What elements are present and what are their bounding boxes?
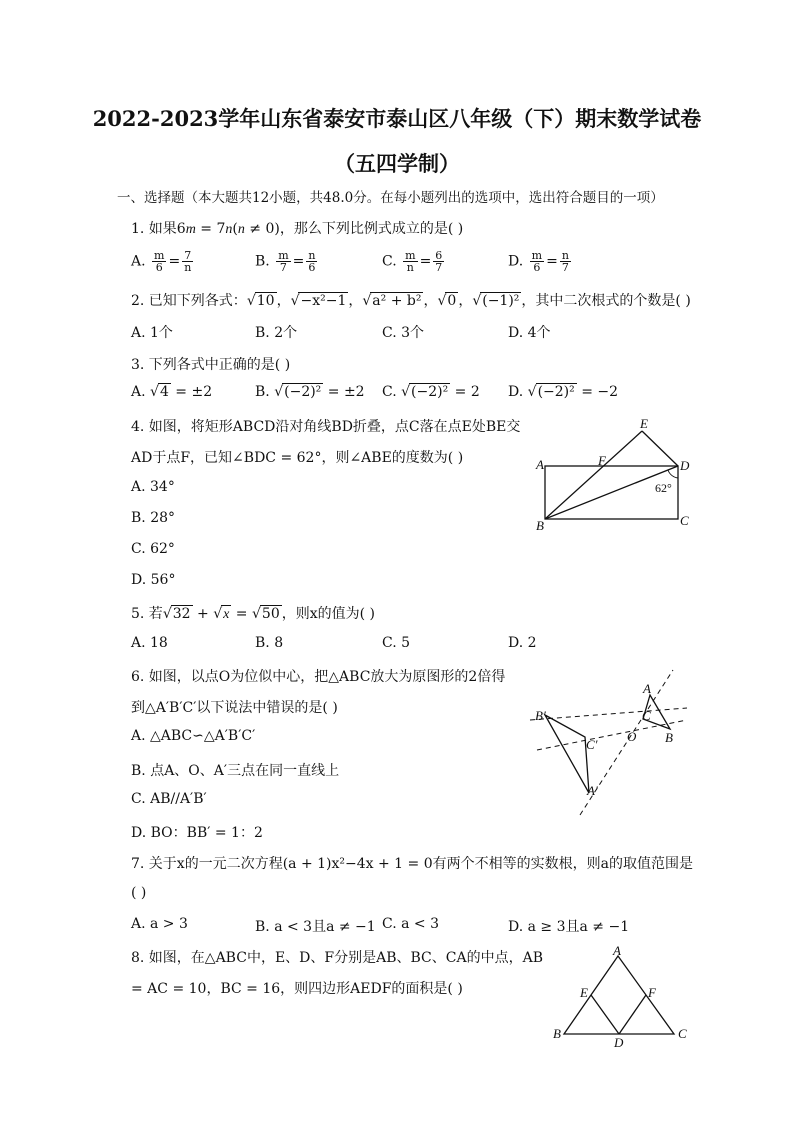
q5-option-c[interactable]: C. 5: [382, 635, 411, 651]
q3-option-b[interactable]: B. √(−2)² = ±2: [255, 384, 365, 400]
q6-option-c[interactable]: C. AB//A′B′: [131, 791, 207, 807]
q7-option-a[interactable]: A. a > 3: [131, 916, 188, 932]
label-c-prime: C′: [586, 737, 598, 752]
q5-option-b[interactable]: B. 8: [255, 635, 284, 651]
question-5-stem: 5. 若√32 + √x = √50 ，则x的值为( ): [131, 606, 376, 622]
q2-option-d[interactable]: D. 4个: [508, 325, 551, 341]
question-1-stem: 1. 如果6m = 7n(n ≠ 0)，那么下列比例式成立的是( ): [131, 221, 464, 237]
segment-be: [545, 431, 642, 519]
q4-option-b[interactable]: B. 28°: [131, 510, 176, 526]
segment-df: [619, 995, 646, 1034]
label-a: A: [536, 457, 544, 472]
q2-option-c[interactable]: C. 3个: [382, 325, 425, 341]
question-4-stem-line1: 4. 如图，将矩形ABCD沿对角线BD折叠，点C落在点E处BE交: [131, 419, 521, 435]
question-7-stem-line1: 7. 关于x的一元二次方程(a + 1)x²−4x + 1 = 0有两个不相等的实数根，则a的取值范围是: [131, 856, 693, 872]
label-d: D: [680, 458, 690, 473]
q1-option-a[interactable]: A. $\frac{m}{6}$ = $\frac{7}{n}$: [131, 249, 192, 274]
label-b: B: [536, 518, 544, 533]
question-3-stem: 3. 下列各式中正确的是( ): [131, 357, 291, 373]
section-heading: 一、选择题（本大题共12小题，共48.0分。在每小题列出的选项中，选出符合题目的一项）: [117, 190, 664, 206]
label-a-prime: A′: [587, 783, 598, 798]
question-8-stem-line2: = AC = 10，BC = 16，则四边形AEDF的面积是( ): [131, 981, 463, 997]
exam-title-line1: 2022-2023学年山东省泰安市泰山区八年级（下）期末数学试卷: [92, 106, 702, 131]
label-b: B: [553, 1026, 561, 1041]
question-6-stem-line1: 6. 如图，以点O为位似中心，把△ABC放大为原图形的2倍得: [131, 669, 506, 685]
question-6-stem-line2: 到△A′B′C′以下说法中错误的是( ): [131, 700, 338, 716]
label-f: F: [598, 453, 606, 468]
label-e: E: [580, 985, 588, 1000]
q1-option-c[interactable]: C. $\frac{m}{n}$ = $\frac{6}{7}$: [382, 249, 443, 274]
label-a: A: [643, 681, 651, 696]
q4-option-a[interactable]: A. 34°: [131, 479, 175, 495]
exam-title-line2: （五四学制）: [334, 151, 460, 176]
label-a: A: [613, 943, 621, 958]
question-7-stem-line2: ( ): [131, 885, 147, 901]
q2-option-b[interactable]: B. 2个: [255, 325, 298, 341]
q6-homothety-figure: [525, 665, 695, 825]
q1-option-d[interactable]: D. $\frac{m}{6}$ = $\frac{n}{7}$: [508, 249, 569, 274]
label-e: E: [640, 416, 648, 431]
angle-arc: [668, 470, 678, 478]
label-c: C: [678, 1026, 687, 1041]
q5-option-d[interactable]: D. 2: [508, 635, 537, 651]
label-b: B: [665, 730, 673, 745]
q7-option-b[interactable]: B. a < 3且a ≠ −1: [255, 919, 376, 935]
q6-option-b[interactable]: B. 点A、O、A′三点在同一直线上: [131, 763, 340, 779]
q3-option-d[interactable]: D. √(−2)² = −2: [508, 384, 619, 400]
label-d: D: [614, 1035, 624, 1050]
q7-option-d[interactable]: D. a ≥ 3且a ≠ −1: [508, 919, 630, 935]
q6-option-a[interactable]: A. △ABC∽△A′B′C′: [131, 728, 256, 744]
q3-option-a[interactable]: A. √4 = ±2: [131, 384, 213, 400]
q3-option-c[interactable]: C. √(−2)² = 2: [382, 384, 480, 400]
q7-option-c[interactable]: C. a < 3: [382, 916, 439, 932]
q4-option-c[interactable]: C. 62°: [131, 541, 175, 557]
q5-option-a[interactable]: A. 18: [131, 635, 168, 651]
label-angle-62: 62°: [655, 481, 672, 495]
label-c: C: [642, 708, 651, 723]
question-2-stem: 2. 已知下列各式：√10 ，√−x²−1 ，√a² + b² ，√0 ，√(−1)² ，其中二次根式的个数是( ): [131, 293, 691, 309]
q4-option-d[interactable]: D. 56°: [131, 572, 176, 588]
q2-option-a[interactable]: A. 1个: [131, 325, 173, 341]
label-b-prime: B′: [535, 708, 546, 723]
question-4-stem-line2: AD于点F，已知∠BDC = 62°，则∠ABE的度数为( ): [131, 450, 464, 466]
segment-ed: [642, 431, 678, 466]
segment-ed: [591, 995, 619, 1034]
q4-rectangle-fold-figure: [530, 415, 700, 535]
triangle-a2b2c2: [545, 715, 589, 793]
label-f: F: [648, 985, 656, 1000]
label-c: C: [680, 513, 689, 528]
q8-midpoint-figure: [550, 943, 700, 1051]
q6-option-d[interactable]: D. BO：BB′ = 1：2: [131, 825, 263, 841]
question-8-stem-line1: 8. 如图，在△ABC中，E、D、F分别是AB、BC、CA的中点，AB: [131, 950, 543, 966]
q1-option-b[interactable]: B. $\frac{m}{7}$ = $\frac{n}{6}$: [255, 249, 316, 274]
label-o: O: [627, 729, 637, 744]
